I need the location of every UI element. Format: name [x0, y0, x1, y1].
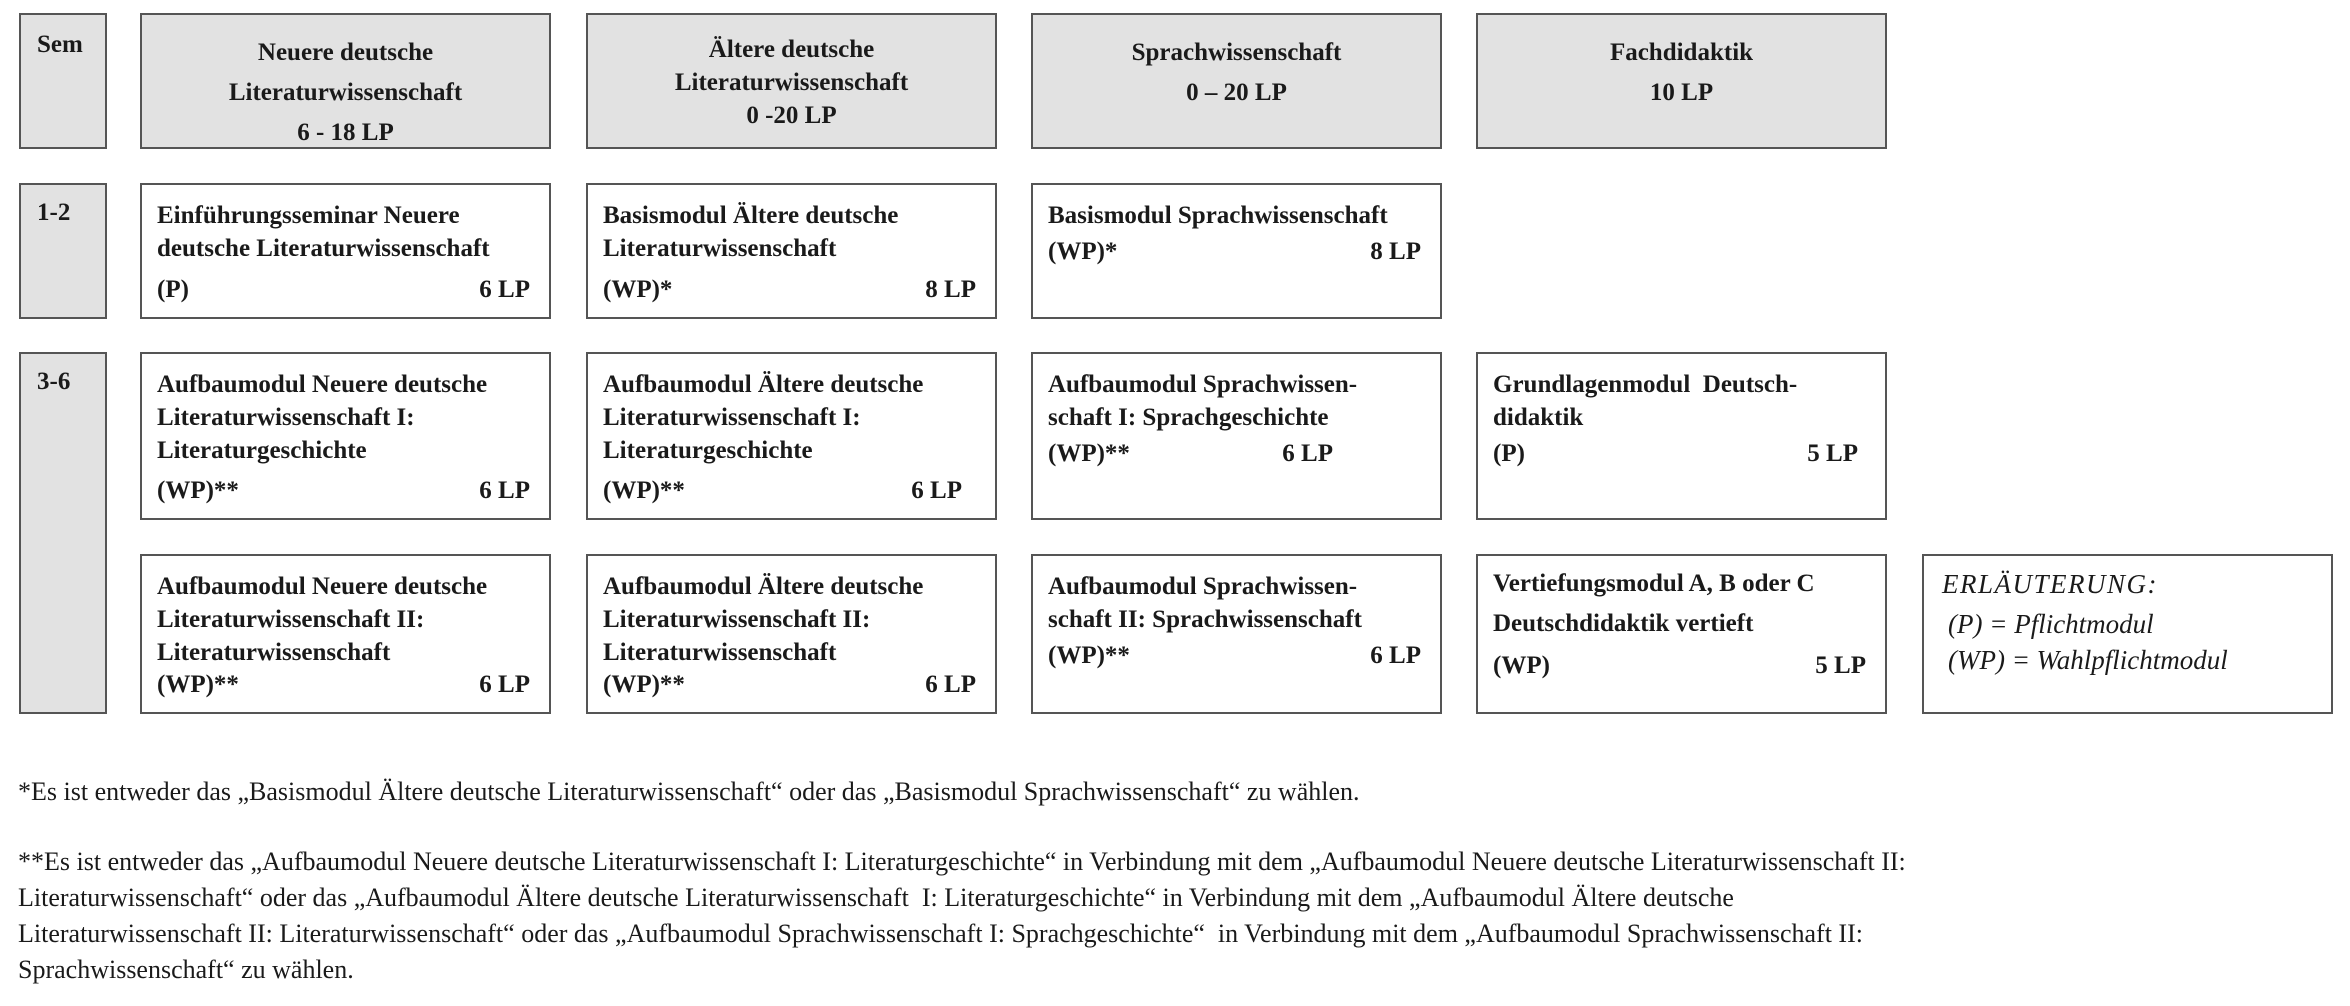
header-col2-line3: 0 -20 LP: [746, 102, 837, 129]
sem-label-1-2: 1-2: [37, 199, 71, 226]
header-aeltere-literatur: [586, 13, 997, 149]
legend-heading: ERLÄUTERUNG:: [1942, 569, 2158, 599]
module-title: Aufbaumodul Sprachwissen- schaft I: Sprachgeschichte: [1048, 371, 1358, 431]
module-type: (WP)*: [1048, 238, 1118, 265]
header-col2-line1: Ältere deutsche: [708, 36, 875, 63]
module-credits: 6 LP: [1370, 642, 1421, 669]
module-title: Vertiefungsmodul A, B oder C Deutschdidaktik vertieft: [1493, 570, 1815, 637]
header-col4-line1: Fachdidaktik: [1609, 39, 1754, 66]
module-title: Basismodul Sprachwissenschaft: [1048, 202, 1388, 229]
module-title: Aufbaumodul Ältere deutsche Literaturwissenschaft I: Literaturgeschichte: [603, 371, 924, 464]
header-fachdidaktik: [1476, 13, 1887, 149]
module-type: (P): [157, 276, 189, 303]
module-credits: 8 LP: [925, 276, 976, 303]
module-title: Aufbaumodul Sprachwissen- schaft II: Sprachwissenschaft: [1048, 573, 1362, 633]
module-credits: 5 LP: [1815, 652, 1866, 679]
header-col2-line2: Literaturwissenschaft: [674, 69, 909, 96]
header-col1-line2: Literaturwissenschaft: [228, 79, 463, 106]
header-col3-line1: Sprachwissenschaft: [1131, 39, 1342, 66]
legend-wahlpflichtmodul: (WP) = Wahlpflichtmodul: [1948, 645, 2228, 675]
module-type: (WP)**: [603, 477, 685, 504]
legend-box: [1922, 554, 2333, 714]
module-title: Aufbaumodul Neuere deutsche Literaturwissenschaft I: Literaturgeschichte: [157, 371, 488, 464]
module-basismodul-aeltere: [586, 183, 997, 319]
legend-pflichtmodul: (P) = Pflichtmodul: [1948, 609, 2154, 639]
module-aufbau-sprach-1: [1031, 352, 1442, 520]
module-title: Basismodul Ältere deutsche Literaturwissenschaft: [603, 202, 899, 262]
module-type: (WP)**: [1048, 440, 1130, 467]
footnote-basismodul: *Es ist entweder das „Basismodul Ältere deutsche Literaturwissenschaft“ oder das „Basismodul Sprachwissenschaft“ zu wählen.: [18, 777, 1360, 806]
module-credits: 8 LP: [1370, 238, 1421, 265]
module-aufbau-aeltere-1: [586, 352, 997, 520]
module-einfuehrungsseminar-neuere: [140, 183, 551, 319]
header-neuere-literatur: [140, 13, 551, 149]
module-credits: 6 LP: [1282, 440, 1333, 467]
header-col1-line3: 6 - 18 LP: [297, 119, 394, 146]
module-type: (P): [1493, 440, 1525, 467]
sem-label-3-6: 3-6: [37, 368, 71, 395]
module-grundlagen-deutschdidaktik: [1476, 352, 1887, 520]
module-type: (WP)*: [603, 276, 673, 303]
module-credits: 6 LP: [911, 477, 962, 504]
sem-cell-1-2: [19, 183, 107, 319]
module-type: (WP)**: [157, 671, 239, 698]
module-title: Aufbaumodul Ältere deutsche Literaturwissenschaft II: Literaturwissenschaft: [603, 573, 924, 666]
header-sem-label: Sem: [37, 31, 83, 58]
module-aufbau-neuere-1: [140, 352, 551, 520]
header-col4-line2: 10 LP: [1649, 79, 1714, 106]
module-title: Aufbaumodul Neuere deutsche Literaturwissenschaft II: Literaturwissenschaft: [157, 573, 488, 666]
module-type: (WP)**: [603, 671, 685, 698]
header-col3-line2: 0 – 20 LP: [1186, 79, 1287, 106]
module-aufbau-aeltere-2: [586, 554, 997, 714]
module-credits: 6 LP: [479, 671, 530, 698]
module-title: Grundlagenmodul Deutsch- didaktik: [1493, 371, 1798, 431]
header-col1-line1: Neuere deutsche: [257, 39, 434, 66]
module-basismodul-sprachwissenschaft: [1031, 183, 1442, 319]
module-vertiefung-deutschdidaktik: [1476, 554, 1887, 714]
module-type: (WP)**: [1048, 642, 1130, 669]
module-type: (WP)**: [157, 477, 239, 504]
module-type: (WP): [1493, 652, 1550, 679]
module-credits: 6 LP: [479, 477, 530, 504]
header-sprachwissenschaft: [1031, 13, 1442, 149]
sem-cell-3-6: [19, 352, 107, 714]
module-aufbau-sprach-2: [1031, 554, 1442, 714]
module-title: Einführungsseminar Neuere deutsche Literaturwissenschaft: [157, 202, 490, 262]
header-sem: [19, 13, 107, 149]
module-aufbau-neuere-2: [140, 554, 551, 714]
module-credits: 6 LP: [925, 671, 976, 698]
footnote-aufbaumodul: **Es ist entweder das „Aufbaumodul Neuere deutsche Literaturwissenschaft I: Literaturgeschichte“ in Verbindung mit dem „Aufbaumodul Neuere deutsche Literaturwissenschaft II: Literaturwissenschaft“ oder das „Aufbaumodul Ältere deutsche Literaturwissenschaft I: Literaturgeschichte“ in Verbindung mit dem „Aufbaumodul Ältere deutsche Literaturwissenschaft II: Literaturwissenschaft“ oder das „Aufbaumodul Sprachwissenschaft I: Sprachgeschichte“ in Verbindung mit dem „Aufbaumodul Sprachwissenschaft II: Sprachwissenschaft“ zu wählen.: [18, 847, 1906, 984]
module-credits: 5 LP: [1807, 440, 1858, 467]
module-credits: 6 LP: [479, 276, 530, 303]
